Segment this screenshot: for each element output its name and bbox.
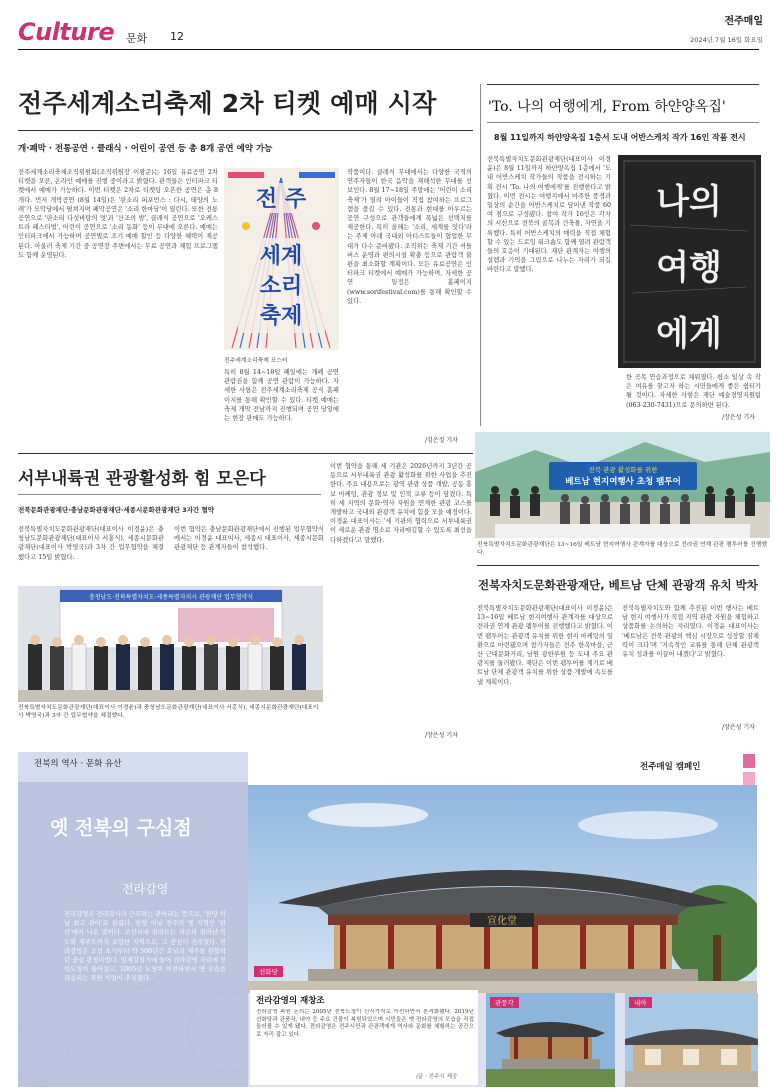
svg-text:에게: 에게 — [656, 314, 722, 354]
article3-top-rule — [18, 453, 473, 454]
article1-subheadline: 개·폐막 · 전통공연 · 클래식 · 어린이 공연 등 총 8개 공연 예약 가능 — [18, 144, 273, 154]
article4-top-rule — [477, 565, 759, 566]
svg-text:여행: 여행 — [656, 248, 722, 288]
svg-text:소리: 소리 — [259, 274, 303, 299]
article3-byline: /장은성 기자 — [425, 732, 458, 739]
article3-headline: 서부내륙권 관광활성화 힘 모은다 — [18, 469, 266, 489]
article1-rule — [18, 130, 473, 131]
page-number: 12 — [170, 30, 184, 43]
label-seonhwadang: 선화당 — [254, 966, 283, 977]
article4-headline: 전북자치도문화관광재단, 베트남 단체 관광객 유치 박차 — [478, 578, 758, 592]
article2-top-rule — [487, 84, 759, 85]
seonhwadang-photo — [248, 785, 757, 993]
article4-byline: /장은성 기자 — [722, 724, 755, 731]
seonhwadang-graphic — [248, 785, 757, 993]
article2-col2: 한 곡목 연습과정으로 채워졌다. 평소 일상 속 작은 여유를 찾고자 하는 시민들에게 좋은 쉼터가 될 것이다. 자세한 사항은 재단 예술경영지원팀(063-230-7431)으로 문의하면 된다. — [626, 374, 761, 409]
article3-col1: 전북특별자치도문화관광재단(대표이사 이경윤)은 충청남도문화관광재단(대표이사 서홍식), 세종시문화관광재단(대표이사 박영국)과 3자 간 업무협약을 체결했다고 15일 밝혔다. — [18, 526, 164, 561]
label-gwanpunggak: 관풍각 — [490, 997, 519, 1008]
article3-subheadline: 전북문화관광재단·충남문화관광재단·세종시문화관광재단 3자간 협약 — [18, 506, 215, 514]
header-rule — [18, 49, 759, 50]
article4-col1: 전북특별자치도문화관광재단(대표이사 이경윤)은 13~16일 베트남 현지여행사 관계자를 대상으로 전라권 연계 관광 팸투어를 진행했다고 밝혔다. 이번 팸투어는 관광객 유치를 위한 현지 마케팅의 일환으로 마련됐으며 참가자들은 전주 한옥마을, 군산 근대문화거리, 남원 광한루원 등 도내 주요 관광지를 둘러봤다. 재단은 이번 팸투어를 계기로 베트남 단체 관광객 유치를 위한 상품 개발에 속도를 낼 계획이다. — [477, 605, 613, 686]
group-photo-graphic — [475, 432, 770, 538]
festival-poster — [224, 168, 339, 350]
article1-col2: 특히 8월 14~18일 폐일에는 개폐 공연 관람권을 함께 공연 관람이 가능하다. 자세한 사항은 전주세계소리축제 공식 홈페이지를 통해 확인할 수 있다. 티켓 예매는 축제 개막 전날까지 진행되며 공연 당일에는 현장 판매도 가능하다. — [224, 369, 339, 423]
banner-line1: 전북 관광 활성화를 위한 — [588, 466, 658, 474]
heritage-subheadline: 전라감영 — [122, 882, 169, 896]
section-name: 문화 — [126, 32, 148, 45]
article1-byline: /김은정 기자 — [425, 437, 458, 444]
svg-text:나의: 나의 — [656, 182, 722, 222]
article2-headline: 'To. 나의 여행에게, From 하얀양옥집' — [488, 99, 726, 115]
article3-rule — [18, 494, 321, 495]
article3-col2: 이번 협약은 충남문화관광재단에서 진행된 업무협약식에서는 이경윤 대표이사, 세종시 대표이사, 세종시문화관광재단 등 관계자들이 참석했다. — [174, 526, 324, 552]
campaign-label: 전주매일 캠페인 — [640, 762, 701, 772]
article2-byline: /장은성 기자 — [722, 414, 755, 421]
poster-graphic — [224, 168, 339, 350]
ceremony-graphic — [18, 586, 323, 702]
article3-col3: 이번 협약을 통해 세 기관은 2026년까지 3년간 공동으로 서부내륙권 관광 활성화를 위한 사업을 추진한다. 주요 내용으로는 광역 관광 상품 개발, 공동 홍보 마케팅, 관광 정보 및 인적 교류 등이 담겼다. 특히 세 지역의 문화·역사 자원을 연계한 관광 코스를 개발하고 국내외 관광객 유치에 힘을 모을 예정이다. 이경윤 대표이사는 '세 기관의 협력으로 서부내륙권이 새로운 관광 명소로 자리매김할 수 있도록 최선을 다하겠다'고 말했다. — [330, 463, 472, 544]
info-byline: /글 · 전주시 제공 — [416, 1074, 458, 1080]
newspaper-logo: 전주매일 — [724, 16, 763, 27]
svg-text:전 주: 전 주 — [255, 187, 307, 212]
exhibition-photo — [618, 155, 761, 368]
heritage-headline: 옛 전북의 구심점 — [50, 817, 192, 839]
article2-rule — [487, 122, 759, 123]
article1-col3: 작품이다. 클래식 무대에서는 다양한 국적의 연주자들이 한국 음악을 재해석한 무대를 선보인다. 8월 17~18일 주말에는 '어린이 소리축제'가 열려 아이들이 직접 참여하는 프로그램을 즐길 수 있다. 전통과 현대를 아우르는 공연 구성으로 관객들에게 폭넓은 선택지를 제공한다. 특히 올해는 '소리, 세계를 잇다'라는 주제 아래 국내외 아티스트들이 협업한 무대가 다수 준비됐다. 조직위는 축제 기간 셔틀버스 운영과 편의시설 확충 등으로 관람객 불편을 최소화할 계획이다. 모든 유료공연은 인터파크 티켓에서 예매가 가능하며, 자세한 공연 일정은 홈페이지(www.sorifestival.com)를 통해 확인할 수 있다. — [347, 169, 472, 305]
article1-headline: 전주세계소리축제 2차 티켓 예매 시작 — [18, 89, 437, 118]
column-divider — [480, 84, 481, 426]
hall-signboard: 宣化堂 — [487, 916, 517, 927]
exhibition-graphic — [618, 155, 761, 368]
info-title: 전라감영의 재창조 — [256, 996, 325, 1006]
famtour-group-photo — [475, 432, 770, 538]
article2-col1: 전북특별자치도문화관광재단(대표이사 이경윤)은 8월 11일까지 하얀양옥집 1층에서 '도내 어반스케치 작가들의 작품을 전시하는 기획 전시 'To. 나의 여행에게'를 진행한다고 밝혔다. 이번 전시는 여행지에서 마주한 풍경과 일상의 순간을 어반스케치로 담아낸 작품 60여 점으로 구성됐다. 참여 작가 16인은 각자의 시선으로 전북의 골목과 건축물, 자연을 기록했다. 특히 어반스케치의 매력을 직접 체험할 수 있는 드로잉 워크숍도 함께 열려 관람객들의 호응이 기대된다. 재단 관계자는 여행의 설렘과 기억을 그림으로 나누는 자리가 되길 바란다고 말했다. — [487, 156, 611, 274]
issue-date: 2024년 7월 16일 화요일 — [690, 36, 763, 44]
poster-caption: 전주세계소리축제 포스터 — [224, 358, 288, 364]
famtour-photo-caption: 전북특별자치도문화관광재단은 13~16일 베트남 현지여행사 관계자를 대상으로 전라권 연계 관광 팸투어를 진행했다. — [477, 542, 768, 556]
ceremony-photo-caption: 전북특별자치도문화관광재단(대표이사 이경윤)과 충청남도문화관광재단(대표이사 서홍식), 세종시문화관광재단(대표이사 박영국)과 3자 간 업무협약을 체결했다. — [18, 705, 319, 719]
info-body: 전라감영 복원 논의는 2005년 전북도청이 신시가지로 이전하면서 본격화됐다. 2019년 선화당과 관풍각, 내아 등 주요 건물이 복원되었으며 시민들은 옛 전라감영의 모습을 직접 둘러볼 수 있게 됐다. 전라감영은 전주시민과 관광객에게 역사와 문화를 체험하는 공간으로 자리 잡고 있다. — [256, 1009, 474, 1038]
svg-text:축제: 축제 — [259, 304, 303, 329]
ceremony-banner-text: 충청남도·전북특별자치도·세종특별자치시 관광재단 업무협약식 — [88, 594, 254, 601]
article1-col1: 전주세계소리축제조직위원회(조직위원장 이왕준)는 16일 유료공연 2차 티켓을 오픈, 온라인 예매를 진행 중이라고 밝혔다. 관객들은 인터파크 티켓에서 예매가 가능하다. 이번 티켓은 2차로 티켓팅 오픈한 공연은 총 8개다. 먼저 개막공연 (8월 14일)은 '판소리 퍼포먼스 : 다시, 태양의 노래'가 모악당에서 펼쳐지며 폐막공연은 '소리 한마당'이 열린다. 또한 전통공연으로 '판소리 다섯바탕의 멋'과 '산조의 밤', 클래식 공연으로 '오케스트라 페스티벌', 어린이 공연으로 '소리 동화' 등이 무대에 오른다. 예매는 인터파크에서 가능하며 공연별로 조기 예매 할인 등 다양한 혜택이 제공된다. 아울러 축제 기간 중 공연장 주변에서는 무료 공연과 체험 프로그램도 함께 운영된다. — [18, 169, 218, 259]
article2-subheadline: 8월 11일까지 하얀양옥집 1층서 도내 어반스케치 작가 16인 작품 전시 — [494, 133, 746, 142]
agreement-ceremony-photo — [18, 586, 323, 702]
svg-text:세계: 세계 — [259, 244, 303, 269]
series-title: 전북의 역사 · 문화 유산 — [34, 759, 122, 769]
heritage-body: 전라감영은 전라감사가 근무하는 관아라는 뜻으로, '한양 이남 최고 관아'로 불렸다. 한양 이남 전주의 옛 지명인 '완산'에서 나온 말이다. 조선시대 전라도는 지금의 전라남·북도와 제주도까지 포함한 지역으로, 그 중심이 전주였다. 전라감영은 조선 초기부터 약 500년간 호남과 제주를 관할하던 중심 관청이었다. 일제강점기에 들어 전라감영 자리에 전북도청이 들어섰고, 2005년 도청이 이전하면서 옛 모습을 되살리는 복원 사업이 추진됐다. — [64, 911, 226, 983]
banner-line2: 베트남 현지여행사 초청 팸투어 — [565, 477, 681, 487]
section-logo: Culture — [18, 18, 115, 46]
label-naea: 내아 — [629, 997, 652, 1008]
article4-col2: 전북특별자치도와 함께 추진된 이번 행사는 베트남 현지 여행사가 직접 지역 관광 자원을 체험하고 상품화를 논의하는 자리였다. 이경윤 대표이사는 '베트남은 전북 관광의 핵심 시장으로 성장할 잠재력이 크다'며 '지속적인 교류를 통해 단체 관광객 유치 성과를 이끌어 내겠다'고 밝혔다. — [622, 605, 759, 659]
